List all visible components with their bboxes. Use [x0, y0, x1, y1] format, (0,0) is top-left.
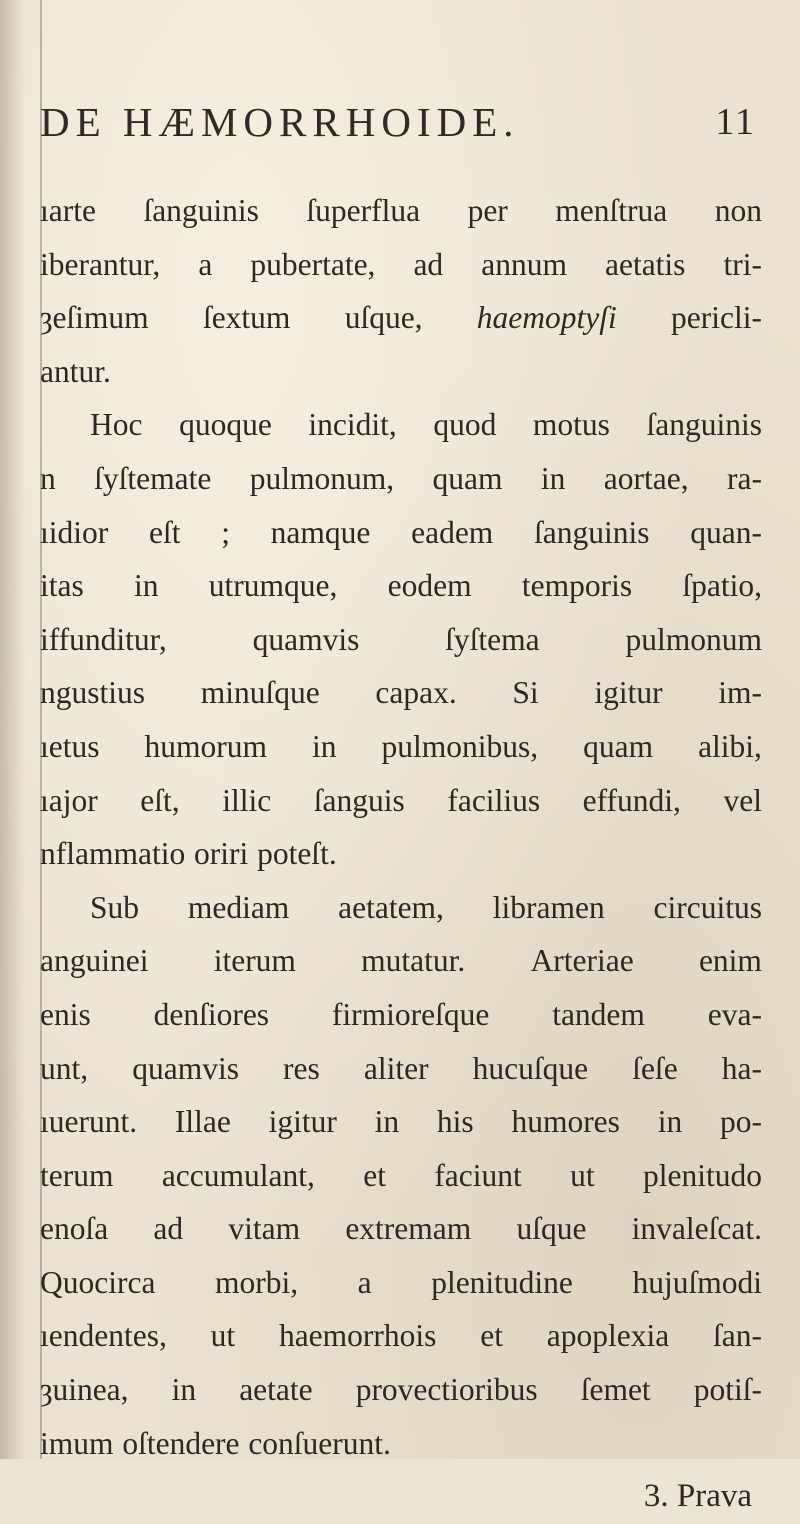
word: quoque — [179, 407, 272, 443]
text-line — [40, 881, 762, 935]
word: in — [657, 1104, 683, 1140]
text-line — [40, 934, 762, 988]
word: annum — [481, 246, 567, 282]
word: iberantur, — [40, 246, 161, 282]
word: humores — [511, 1104, 620, 1140]
word: ıidior — [40, 514, 109, 550]
page-number: 11 — [715, 101, 756, 143]
word: et — [363, 1157, 386, 1193]
word: Illae — [174, 1104, 231, 1140]
word: im- — [718, 675, 762, 711]
word: utrumque, — [208, 568, 338, 604]
text-line — [40, 291, 762, 345]
text-line — [40, 1256, 762, 1310]
word: faciunt — [434, 1157, 522, 1193]
word: illic — [222, 782, 272, 818]
word: enim — [698, 943, 762, 979]
word: tandem — [552, 996, 645, 1032]
word: tri- — [723, 246, 762, 282]
word: plenitudo — [642, 1157, 762, 1193]
word: alibi, — [698, 728, 762, 764]
text-line — [40, 774, 762, 828]
word: ſextum — [202, 300, 291, 336]
word: terum — [40, 1157, 114, 1193]
word: antur. — [40, 353, 111, 389]
text-line — [40, 506, 762, 560]
word: in — [311, 728, 337, 764]
word: ad — [413, 246, 444, 282]
word: ıarte — [40, 193, 96, 228]
word: unt, — [40, 1050, 89, 1086]
word: pulmonum, — [249, 460, 395, 496]
word: itas — [40, 568, 84, 604]
text-line — [40, 720, 762, 774]
word: ȝeſimum — [40, 300, 149, 336]
word: ſan- — [713, 1318, 762, 1354]
word: quamvis — [252, 621, 360, 657]
word: humorum — [144, 728, 267, 764]
word: plenitudine — [431, 1264, 573, 1300]
word: anguinei — [40, 943, 149, 979]
word: iffunditur, — [40, 621, 167, 657]
text-line — [40, 1202, 762, 1256]
word: uſque, — [344, 300, 423, 336]
word: incidit, — [308, 407, 397, 443]
word: a — [357, 1264, 372, 1300]
word: namque — [270, 514, 371, 550]
word: haemorrhois — [278, 1318, 437, 1354]
word: ra- — [727, 460, 762, 496]
word: ſanguinis — [143, 193, 259, 228]
text-line — [40, 559, 762, 613]
word: ad — [153, 1211, 184, 1247]
word: ſuperflua — [306, 193, 421, 228]
word: in — [374, 1104, 400, 1140]
word: potiſ- — [693, 1372, 762, 1408]
word: Hoc — [90, 407, 143, 443]
word: ut — [210, 1318, 236, 1354]
word: quod — [433, 407, 497, 443]
word: ; — [221, 514, 230, 550]
word: provectioribus — [355, 1372, 538, 1408]
word: quam — [583, 728, 654, 764]
text-line — [40, 345, 762, 399]
word: ſyſtema — [445, 621, 540, 657]
word: eſt, — [140, 782, 180, 818]
word: menſtrua — [555, 193, 668, 228]
text-line — [40, 184, 762, 238]
word: capax. — [375, 675, 457, 711]
word: haemoptyſi — [476, 300, 617, 336]
text-line — [40, 1363, 762, 1417]
word: pulmonum — [625, 621, 762, 657]
word: poteſt. — [257, 836, 337, 872]
word: libramen — [492, 889, 605, 925]
text-line — [40, 398, 762, 452]
word: Quocirca — [40, 1264, 156, 1300]
word: quamvis — [132, 1050, 239, 1086]
running-head — [40, 98, 760, 158]
word: ha- — [721, 1050, 762, 1086]
word: pubertate, — [250, 246, 376, 282]
text-line — [40, 1149, 762, 1203]
word: hucuſque — [472, 1050, 589, 1086]
word: igitur — [268, 1104, 337, 1140]
word: uſque — [516, 1211, 587, 1247]
catchword: 3. Prava — [643, 1478, 752, 1515]
word: eodem — [387, 568, 472, 604]
text-line — [40, 1095, 762, 1149]
word: ſanguinis — [646, 407, 762, 443]
word: non — [714, 193, 762, 228]
word: eva- — [707, 996, 762, 1032]
word: aortae, — [603, 460, 689, 496]
word: ſanguis — [313, 782, 405, 818]
word: enoſa — [40, 1211, 109, 1247]
word: ſanguinis — [534, 514, 650, 550]
word: oſtendere — [122, 1425, 240, 1461]
word: et — [480, 1318, 503, 1354]
word: invaleſcat. — [631, 1211, 762, 1247]
word: his — [436, 1104, 474, 1140]
word: mediam — [187, 889, 290, 925]
word: aetatem, — [338, 889, 444, 925]
word: Si — [512, 675, 539, 711]
word: vitam — [228, 1211, 301, 1247]
word: in — [134, 568, 159, 604]
word: mutatur. — [361, 943, 466, 979]
word: hujuſmodi — [632, 1264, 762, 1300]
word: ſemet — [580, 1372, 651, 1408]
text-line — [40, 1417, 762, 1471]
text-line — [40, 613, 762, 667]
word: Arteriae — [530, 943, 634, 979]
word: morbi, — [214, 1264, 299, 1300]
word: ȝuinea, — [40, 1372, 129, 1408]
word: aetate — [239, 1372, 313, 1408]
word: ſyſtemate — [94, 460, 212, 496]
word: denſiores — [153, 996, 270, 1032]
word: enis — [40, 996, 91, 1032]
text-line — [40, 666, 762, 720]
word: Sub — [90, 889, 140, 925]
word: ſpatio, — [682, 568, 762, 604]
word: accumulant, — [161, 1157, 315, 1193]
word: igitur — [594, 675, 663, 711]
word: ıetus — [40, 728, 100, 764]
text-line — [40, 827, 762, 881]
word: ıuerunt. — [40, 1104, 138, 1140]
word: iterum — [213, 943, 296, 979]
word: eadem — [411, 514, 494, 550]
word: circuitus — [653, 889, 762, 925]
word: po- — [719, 1104, 762, 1140]
binding-shadow — [0, 0, 26, 1459]
text-line — [40, 452, 762, 506]
word: ıendentes, — [40, 1318, 167, 1354]
word: facilius — [447, 782, 541, 818]
text-line — [40, 988, 762, 1042]
text-line — [40, 238, 762, 292]
word: vel — [723, 782, 762, 818]
word: in — [171, 1372, 197, 1408]
word: aetatis — [604, 246, 686, 282]
page-heading: DE HÆMORRHOIDE. — [40, 99, 520, 145]
word: pulmonibus, — [381, 728, 539, 764]
word: quan- — [690, 514, 762, 550]
word: pericli- — [671, 300, 762, 336]
word: ſeſe — [632, 1050, 678, 1086]
word: in — [540, 460, 566, 496]
word: conſuerunt. — [248, 1425, 391, 1461]
word: n — [40, 460, 56, 496]
word: oriri — [194, 836, 249, 872]
word: res — [283, 1050, 320, 1086]
word: aliter — [363, 1050, 429, 1086]
word: ut — [570, 1157, 595, 1193]
word: motus — [532, 407, 610, 443]
word: eſt — [148, 514, 181, 550]
word: apoplexia — [546, 1318, 670, 1354]
word: effundi, — [582, 782, 681, 818]
word: ngustius — [40, 675, 146, 711]
word: per — [467, 193, 508, 228]
body-text — [40, 184, 762, 1524]
text-line — [40, 1309, 762, 1363]
word: minuſque — [200, 675, 320, 711]
word: nflammatio — [40, 836, 186, 872]
text-line — [40, 1042, 762, 1096]
word: firmioreſque — [331, 996, 490, 1032]
word: temporis — [521, 568, 633, 604]
catchword-line — [40, 1470, 762, 1524]
word: a — [198, 246, 213, 282]
word: imum — [40, 1425, 114, 1461]
word: extremam — [345, 1211, 472, 1247]
word: ıajor — [40, 782, 98, 818]
word: quam — [432, 460, 503, 496]
